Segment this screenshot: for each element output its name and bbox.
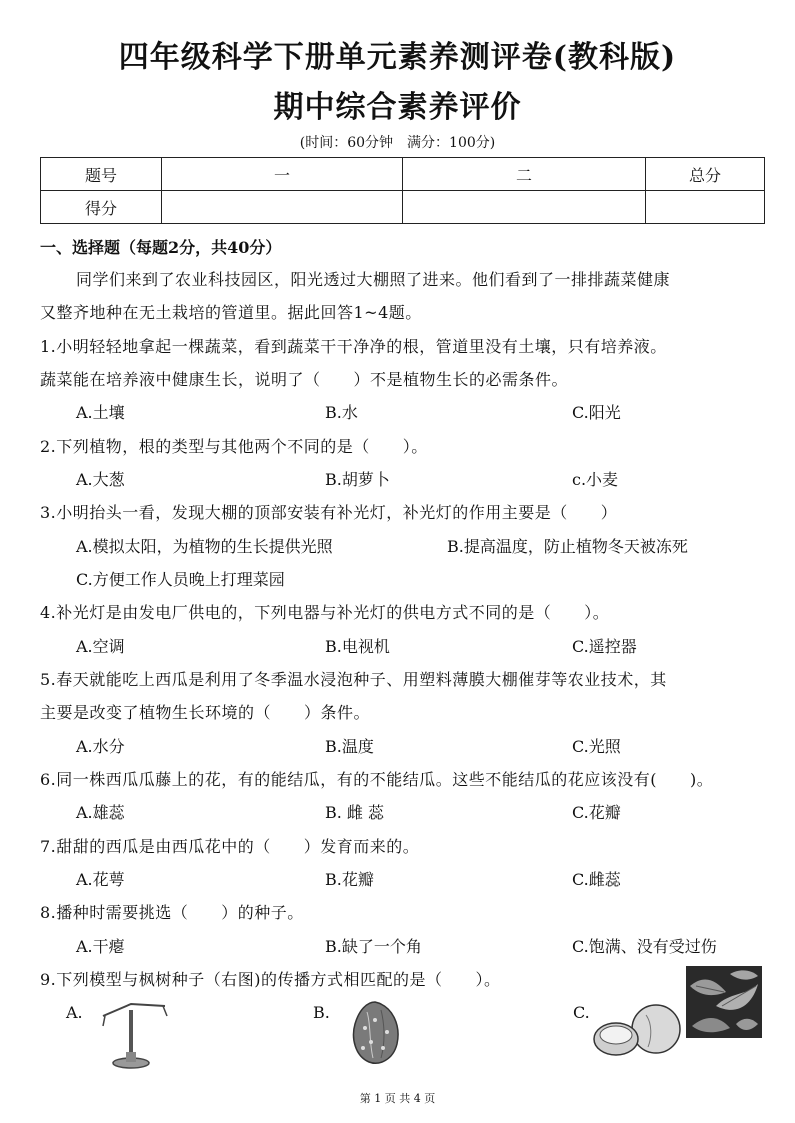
exam-time-info: (时间：60分钟 满分：100分) [299,135,496,151]
score-input-cell[interactable] [646,191,765,224]
question-text: 蔬菜能在培养液中健康生长，说明了（ ）不是植物生长的必需条件。 [40,370,569,389]
page-title: 四年级科学下册单元素养测评卷(教科版) [118,40,677,75]
table-cell: 题号 [41,158,162,191]
model-c-illustration [590,1003,690,1063]
option-b: B.水 [325,403,358,422]
option-a: A. [66,1003,83,1022]
maple-seed-photo [686,966,762,1038]
intro-text: 同学们来到了农业科技园区，阳光透过大棚照了进来。他们看到了一排排蔬菜健康 [76,270,671,289]
option-a: A.空调 [76,637,125,656]
option-c: C. [573,1003,590,1022]
option-b: B. [313,1003,330,1022]
question-text: 主要是改变了植物生长环境的（ ）条件。 [40,703,371,722]
question-text: 2.下列植物，根的类型与其他两个不同的是（ ）。 [40,437,428,456]
option-a: A.模拟太阳，为植物的生长提供光照 [76,537,333,556]
option-a: A.土壤 [76,403,125,422]
intro-text: 又整齐地种在无土栽培的管道里。据此回答1~4题。 [40,303,422,322]
option-a: A.水分 [76,737,125,756]
score-input-cell[interactable] [403,191,646,224]
option-c: C.光照 [572,737,621,756]
table-cell: 总分 [646,158,765,191]
option-a: A.花萼 [76,870,125,889]
table-cell: 二 [403,158,646,191]
option-a: A.雄蕊 [76,803,125,822]
page-subtitle-title: 期中综合素养评价 [273,90,522,125]
model-b-illustration [345,998,405,1068]
option-b: B.胡萝卜 [325,470,390,489]
question-text: 7.甜甜的西瓜是由西瓜花中的（ ）发育而来的。 [40,837,420,856]
option-c: C.花瓣 [572,803,621,822]
option-c: C.遥控器 [572,637,637,656]
page-footer: 第 1 页 共 4 页 [359,1092,436,1105]
question-text: 5.春天就能吃上西瓜是利用了冬季温水浸泡种子、用塑料薄膜大棚催芽等农业技术，其 [40,670,667,689]
question-text: 8.播种时需要挑选（ ）的种子。 [40,903,304,922]
table-row [41,158,765,191]
option-a: A.大葱 [76,470,125,489]
score-input-cell[interactable] [162,191,403,224]
option-b: B.温度 [325,737,374,756]
option-b: B.提高温度，防止植物冬天被冻死 [447,537,688,556]
option-c: C.饱满、没有受过伤 [572,937,717,956]
table-cell: 一 [162,158,403,191]
table-cell: 得分 [41,191,162,224]
question-text: 1.小明轻轻地拿起一棵蔬菜，看到蔬菜干干净净的根，管道里没有土壤，只有培养液。 [40,337,667,356]
option-b: B.电视机 [325,637,390,656]
table-row [41,191,765,224]
question-text: 6.同一株西瓜瓜藤上的花，有的能结瓜，有的不能结瓜。这些不能结瓜的花应该没有( )。 [40,770,714,789]
model-a-illustration [95,992,185,1072]
question-text: 4.补光灯是由发电厂供电的，下列电器与补光灯的供电方式不同的是（ ）。 [40,603,610,622]
question-text: 3.小明抬头一看，发现大棚的顶部安装有补光灯，补光灯的作用主要是（ ） [40,503,618,522]
option-b: B.缺了一个角 [325,937,422,956]
option-c: c.小麦 [572,470,619,489]
score-table [40,157,765,224]
option-b: B.花瓣 [325,870,374,889]
section-heading: 一、选择题（每题2分，共40分） [40,238,282,257]
option-a: A.干瘪 [76,937,125,956]
option-c: C.阳光 [572,403,621,422]
question-text: 9.下列模型与枫树种子（右图)的传播方式相匹配的是（ ）。 [40,970,501,989]
option-c: C.雌蕊 [572,870,621,889]
option-b: B. 雌 蕊 [325,803,385,822]
option-c: C.方便工作人员晚上打理菜园 [76,570,285,589]
